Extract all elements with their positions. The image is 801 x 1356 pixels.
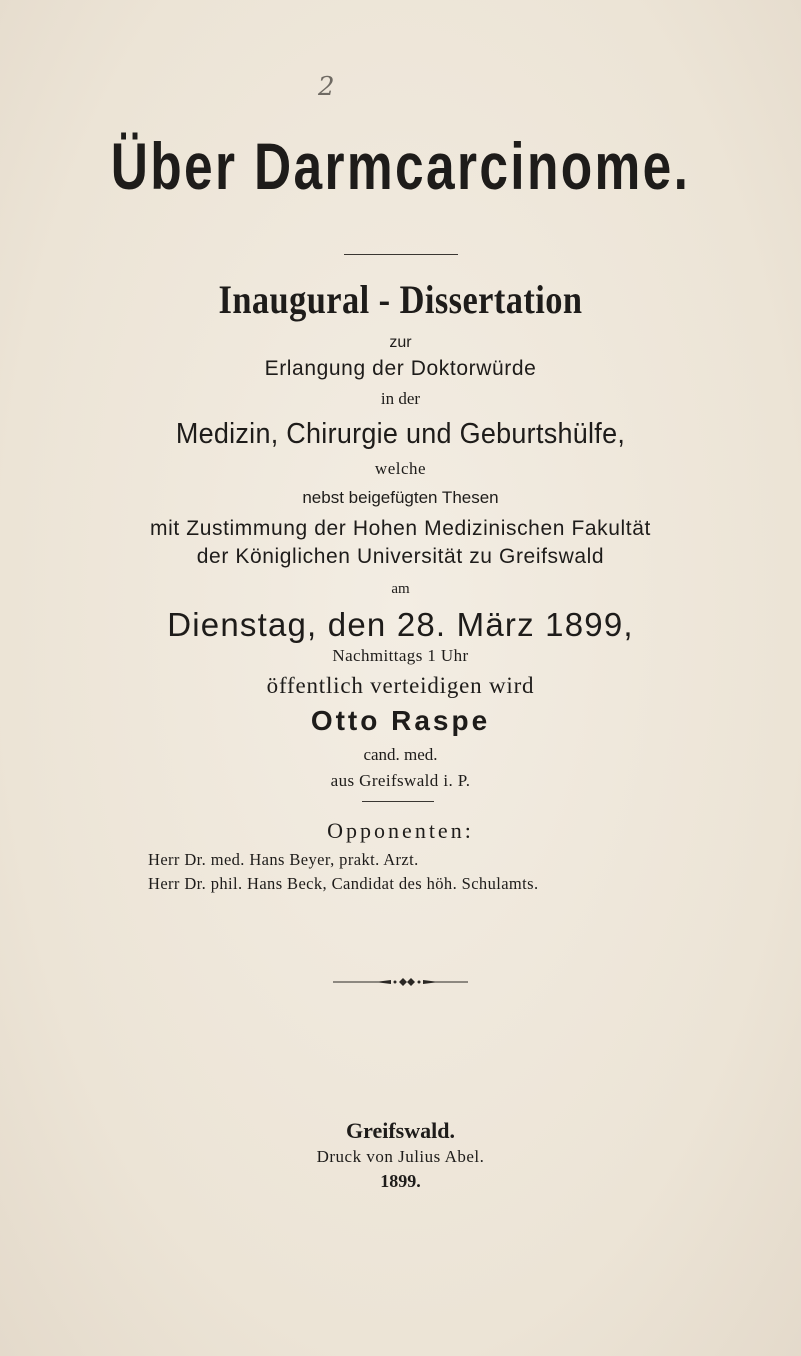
in-der-line: in der — [380, 389, 421, 408]
universitaet-line: der Königlichen Universität zu Greifswald — [196, 545, 605, 568]
divider-rule-small — [362, 801, 434, 802]
zustimmung-line: mit Zustimmung der Hohen Medizinischen Fakultät — [150, 517, 651, 540]
dissertation-label: Inaugural - Dissertation — [218, 277, 583, 322]
divider-rule — [344, 254, 458, 255]
author-name: Otto Raspe — [310, 705, 491, 736]
year-line: 1899. — [380, 1171, 421, 1191]
welche-line: welche — [374, 459, 427, 478]
fields-line: Medizin, Chirurgie und Geburtshülfe, — [175, 418, 626, 450]
ornament-rule — [333, 975, 468, 989]
dissertation-title: Über Darmcarcinome. — [110, 129, 691, 203]
nebst-line: nebst beigefügten Thesen — [302, 488, 499, 507]
date-line: Dienstag, den 28. März 1899, — [167, 606, 634, 643]
time-line: Nachmittags 1 Uhr — [332, 646, 469, 665]
zur-line: zur — [389, 334, 412, 351]
opponent-row: Herr Dr. phil. Hans Beck, Candidat des höh. Schulamts. — [148, 874, 539, 893]
author-origin: aus Greifswald i. P. — [330, 771, 471, 790]
opponent-row: Herr Dr. med. Hans Beyer, prakt. Arzt. — [148, 850, 419, 869]
author-title: cand. med. — [363, 745, 438, 764]
verteidigen-line: öffentlich verteidigen wird — [266, 673, 535, 698]
printer-line: Druck von Julius Abel. — [316, 1147, 485, 1166]
opponents-heading: Opponenten: — [327, 818, 474, 843]
am-line: am — [391, 581, 410, 597]
erlangung-line: Erlangung der Doktorwürde — [264, 357, 537, 380]
marginal-mark: 2 — [318, 72, 335, 102]
place-line: Greifswald. — [346, 1118, 455, 1143]
